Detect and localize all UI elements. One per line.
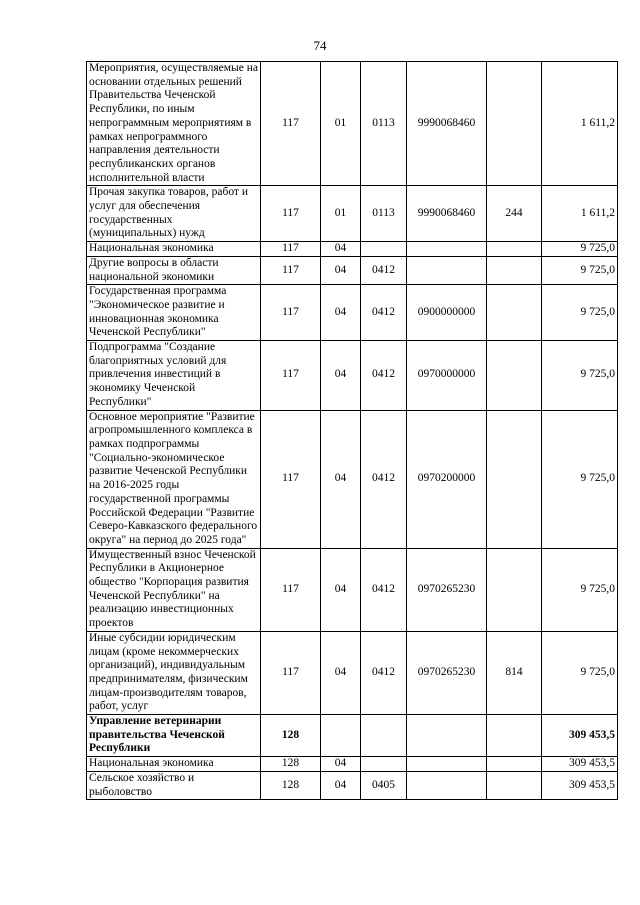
- row-subsection-code: 0412: [361, 631, 407, 714]
- row-subsection-code: 0412: [361, 285, 407, 341]
- table-row: [87, 341, 618, 411]
- row-name: Национальная экономика: [87, 757, 261, 772]
- row-subsection-code: 0412: [361, 341, 407, 411]
- row-amount: 309 453,5: [542, 757, 618, 772]
- page-number: 74: [313, 38, 327, 53]
- row-expense-type: [487, 285, 542, 341]
- row-subsection-code: 0412: [361, 256, 407, 284]
- row-ved-code: 117: [261, 410, 321, 548]
- table-row: [87, 757, 618, 772]
- row-name: Основное мероприятие "Развитие агропромышленного комплекса в рамках подпрограммы "Социально-экономическое развитие Чеченской Республики на 2016-2025 годы государственной программы Российской Федерации "Развитие Северо-Кавказского федерального округа" на период до 2025 года": [87, 410, 261, 548]
- budget-table-body: [87, 62, 618, 800]
- row-expense-type: [487, 771, 542, 799]
- row-expense-type: 814: [487, 631, 542, 714]
- row-target-article: 0900000000: [407, 285, 487, 341]
- table-row: [87, 631, 618, 714]
- row-amount: 9 725,0: [542, 341, 618, 411]
- row-amount: 1 611,2: [542, 62, 618, 186]
- row-target-article: [407, 256, 487, 284]
- row-amount: 9 725,0: [542, 410, 618, 548]
- row-amount: 1 611,2: [542, 186, 618, 242]
- row-amount: 309 453,5: [542, 715, 618, 757]
- row-name: Прочая закупка товаров, работ и услуг для обеспечения государственных (муниципальных) нужд: [87, 186, 261, 242]
- row-amount: 9 725,0: [542, 242, 618, 257]
- row-target-article: 9990068460: [407, 62, 487, 186]
- row-section-code: 04: [321, 242, 361, 257]
- row-target-article: 0970000000: [407, 341, 487, 411]
- row-subsection-code: [361, 757, 407, 772]
- row-section-code: [321, 715, 361, 757]
- row-expense-type: [487, 410, 542, 548]
- row-section-code: 04: [321, 410, 361, 548]
- row-amount: 9 725,0: [542, 285, 618, 341]
- table-row: [87, 256, 618, 284]
- row-name: Мероприятия, осуществляемые на основании отдельных решений Правительства Чеченской Республики, по иным непрограммным мероприятиям в рамках непрограммного направления деятельности республиканских органов исполнительной власти: [87, 62, 261, 186]
- row-name: Подпрограмма "Создание благоприятных условий для привлечения инвестиций в экономику Чеченской Республики": [87, 341, 261, 411]
- table-row: [87, 62, 618, 186]
- row-expense-type: [487, 757, 542, 772]
- row-name: Национальная экономика: [87, 242, 261, 257]
- row-section-code: 01: [321, 186, 361, 242]
- row-name: Иные субсидии юридическим лицам (кроме некоммерческих организаций), индивидуальным предпринимателям, физическим лицам-производителям товаров, работ, услуг: [87, 631, 261, 714]
- table-row: [87, 242, 618, 257]
- row-expense-type: [487, 341, 542, 411]
- row-section-code: 04: [321, 256, 361, 284]
- budget-table: [86, 61, 618, 800]
- row-ved-code: 117: [261, 631, 321, 714]
- row-target-article: [407, 242, 487, 257]
- row-subsection-code: [361, 242, 407, 257]
- row-ved-code: 117: [261, 186, 321, 242]
- row-expense-type: 244: [487, 186, 542, 242]
- table-row: [87, 548, 618, 631]
- row-target-article: 0970200000: [407, 410, 487, 548]
- row-section-code: 04: [321, 771, 361, 799]
- row-ved-code: 128: [261, 757, 321, 772]
- row-section-code: 01: [321, 62, 361, 186]
- row-subsection-code: 0113: [361, 186, 407, 242]
- row-subsection-code: 0113: [361, 62, 407, 186]
- row-name: Государственная программа "Экономическое развитие и инновационная экономика Чеченской Республики": [87, 285, 261, 341]
- row-amount: 309 453,5: [542, 771, 618, 799]
- row-amount: 9 725,0: [542, 631, 618, 714]
- row-target-article: 0970265230: [407, 631, 487, 714]
- row-section-code: 04: [321, 548, 361, 631]
- row-name: Сельское хозяйство и рыболовство: [87, 771, 261, 799]
- row-subsection-code: [361, 715, 407, 757]
- table-row: [87, 285, 618, 341]
- row-ved-code: 117: [261, 62, 321, 186]
- table-row: [87, 186, 618, 242]
- row-target-article: [407, 757, 487, 772]
- row-subsection-code: 0412: [361, 548, 407, 631]
- row-section-code: 04: [321, 285, 361, 341]
- row-target-article: 0970265230: [407, 548, 487, 631]
- row-ved-code: 128: [261, 715, 321, 757]
- row-section-code: 04: [321, 757, 361, 772]
- row-amount: 9 725,0: [542, 548, 618, 631]
- row-target-article: [407, 715, 487, 757]
- row-ved-code: 117: [261, 285, 321, 341]
- table-row: [87, 715, 618, 757]
- row-expense-type: [487, 715, 542, 757]
- row-target-article: 9990068460: [407, 186, 487, 242]
- row-ved-code: 117: [261, 341, 321, 411]
- row-section-code: 04: [321, 341, 361, 411]
- row-amount: 9 725,0: [542, 256, 618, 284]
- row-ved-code: 117: [261, 242, 321, 257]
- row-subsection-code: 0412: [361, 410, 407, 548]
- row-name: Управление ветеринарии правительства Чеченской Республики: [87, 715, 261, 757]
- row-ved-code: 117: [261, 548, 321, 631]
- row-ved-code: 117: [261, 256, 321, 284]
- row-expense-type: [487, 256, 542, 284]
- row-ved-code: 128: [261, 771, 321, 799]
- table-row: [87, 410, 618, 548]
- row-subsection-code: 0405: [361, 771, 407, 799]
- row-expense-type: [487, 242, 542, 257]
- row-target-article: [407, 771, 487, 799]
- row-name: Имущественный взнос Чеченской Республики в Акционерное общество "Корпорация развития Чеченской Республики" на реализацию инвестиционных проектов: [87, 548, 261, 631]
- row-name: Другие вопросы в области национальной экономики: [87, 256, 261, 284]
- table-row: [87, 771, 618, 799]
- row-section-code: 04: [321, 631, 361, 714]
- row-expense-type: [487, 62, 542, 186]
- row-expense-type: [487, 548, 542, 631]
